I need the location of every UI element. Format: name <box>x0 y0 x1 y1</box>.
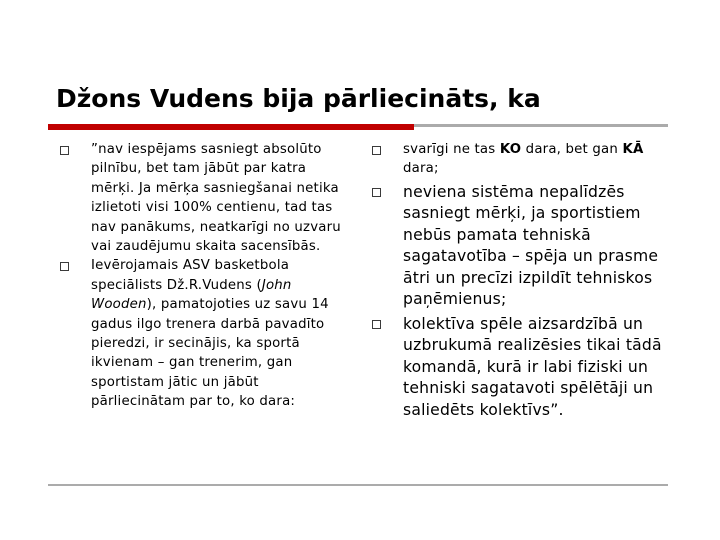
right-column <box>372 140 672 421</box>
list-item <box>60 256 344 411</box>
item-bold-ko: KO <box>499 142 522 157</box>
item-text: kolektīva spēle aizsardzībā un uzbrukumā realizēsies tikai tādā komandā, kurā ir labi fiziski un tehniski sagatavoti spēlētāji un saliedēts kolektīvs”. <box>403 314 662 419</box>
list-item <box>60 140 344 256</box>
left-column <box>60 140 344 412</box>
item-text-before: svarīgi ne tas <box>403 142 500 157</box>
hollow-square-bullet-icon <box>372 146 381 155</box>
slide-title: Džons Vudens bija pārliecināts, ka <box>56 84 541 113</box>
hollow-square-bullet-icon <box>372 188 381 197</box>
hollow-square-bullet-icon <box>60 146 69 155</box>
list-item <box>372 140 672 179</box>
item-text-middle: dara, bet gan <box>521 142 623 157</box>
bottom-divider <box>48 484 668 486</box>
list-item <box>372 314 672 422</box>
item-text-before: Ievērojamais ASV basketbola speciālists Dž.R.Vudens ( <box>91 258 290 293</box>
item-text-after: ), pamatojoties uz savu 14 gadus ilgo trenera darbā pavadīto pieredzi, ir secinājis, ka sportā ikvienam – gan trenerim, gan sportistam jātic un jābūt pārliecinātam par to, ko dara: <box>91 297 329 410</box>
hollow-square-bullet-icon <box>372 320 381 329</box>
list-item <box>372 182 672 311</box>
title-underline-accent <box>48 124 414 130</box>
item-text-after: dara; <box>403 161 439 177</box>
item-text-italic: John Wooden <box>91 277 292 313</box>
item-text: neviena sistēma nepalīdzēs sasniegt mērķi, ja sportistiem nebūs pamata tehniskā sagatavotība – spēja un prasme ātri un precīzi izpildīt tehniskos paņēmienus; <box>403 182 659 309</box>
item-bold-ka: KĀ <box>622 142 644 157</box>
hollow-square-bullet-icon <box>60 262 69 271</box>
quote-text: ”nav iespējams sasniegt absolūto pilnību, bet tam jābūt par katra mērķi. Ja mērķa sasniegšanai netika izlietoti visi 100% centienu, tad tas nav panākums, neatkarīgi no uzvaru vai zaudējumu skaita sacensībās. <box>91 142 341 255</box>
